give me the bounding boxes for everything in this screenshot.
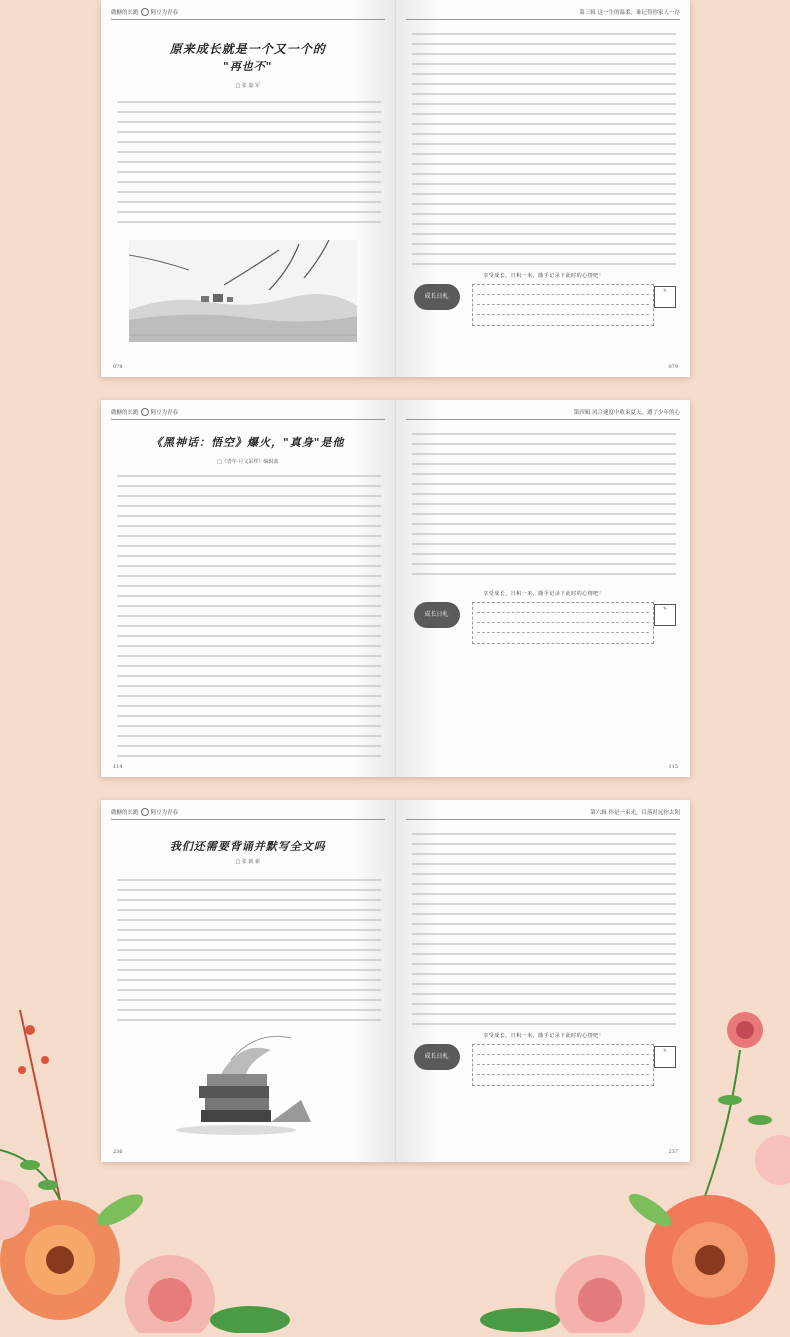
page-number: 237 (668, 1149, 678, 1155)
flower-decoration-left (0, 1000, 330, 1333)
flower-icon (0, 1000, 330, 1333)
article-body (412, 830, 677, 1025)
article-body (117, 98, 381, 230)
note-prompt: 享受成长，日积一米，随手记录下此时的心情吧！ (483, 1033, 605, 1039)
article-title: 原来成长就是一个又一个的 (169, 42, 326, 56)
page-number: 114 (113, 764, 123, 770)
running-header-left: 做糖的长跑 阿豆为青春 (111, 410, 179, 416)
book-spread-1 (101, 0, 690, 377)
running-header-right: 第六辑 你是一束光，目落时远你太阳 (590, 810, 680, 816)
heart-icon (141, 808, 149, 816)
stamp-icon: ✎ (654, 604, 676, 626)
header-rule (406, 19, 681, 20)
heart-icon (141, 408, 149, 416)
page-number: 078 (113, 364, 123, 370)
page-right-1 (396, 0, 691, 377)
book-spread-2 (101, 400, 690, 777)
article-title-line2: "再也不" (223, 60, 273, 73)
note-section (412, 590, 677, 648)
diary-badge: 成长日札 (414, 602, 460, 628)
author-byline: □ 张 新 新 (235, 859, 260, 865)
article-title: 我们还需要背诵并默写全文吗 (169, 840, 326, 853)
running-header-right: 第三辑 这一生的温柔，谁记得你家人一存 (579, 10, 680, 16)
diary-badge: 成长日札 (414, 1044, 460, 1070)
flower-decoration-right (460, 1010, 790, 1333)
note-lines (472, 284, 655, 326)
article-body (412, 430, 677, 580)
landscape-illustration (129, 240, 357, 342)
running-header-right: 第四辑 风合速度中收束夏天，遵了少年的心 (573, 410, 680, 416)
article-body (412, 30, 677, 265)
stamp-icon: ✎ (654, 286, 676, 308)
note-prompt: 享受成长，日积一米，随手记录下此时的心情吧！ (483, 273, 605, 279)
flower-icon (460, 1010, 790, 1333)
note-lines (472, 602, 655, 644)
note-section (412, 272, 677, 330)
page-left-1 (101, 0, 396, 377)
page-number: 236 (113, 1149, 123, 1155)
header-rule (406, 819, 681, 820)
heart-icon (141, 8, 149, 16)
author-byline: □《青年·月文采样》编辑部 (217, 459, 279, 465)
header-rule (111, 19, 385, 20)
header-rule (111, 419, 385, 420)
page-left-2 (101, 400, 396, 777)
page-right-2 (396, 400, 691, 777)
page-number: 079 (668, 364, 678, 370)
page-number: 115 (668, 764, 678, 770)
article-body (117, 472, 381, 762)
note-prompt: 享受成长，日积一米，随手记录下此时的心情吧！ (483, 591, 605, 597)
stamp-icon: ✎ (654, 1046, 676, 1068)
author-byline: □ 张 嘉 军 (235, 83, 260, 89)
header-rule (406, 419, 681, 420)
running-header-left: 做糖的长跑 阿豆为青春 (111, 810, 179, 816)
running-header-left: 做糖的长跑 阿豆为青春 (111, 10, 179, 16)
diary-badge: 成长日札 (414, 284, 460, 310)
article-title: 《黑神话：悟空》爆火，"真身"是他 (151, 436, 345, 449)
header-rule (111, 819, 385, 820)
